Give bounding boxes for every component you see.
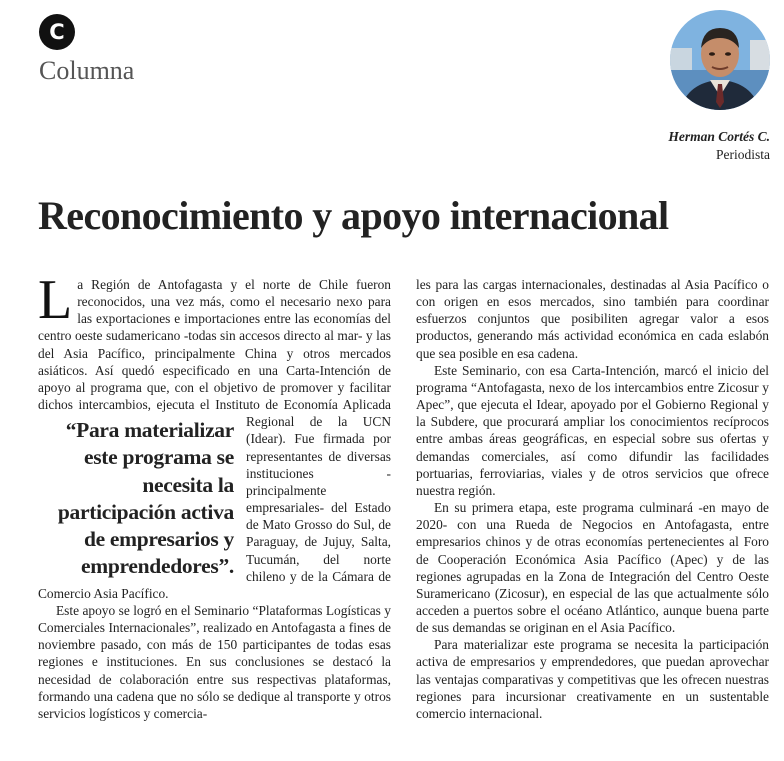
paragraph: les para las cargas internacionales, destinadas al Asia Pacífico o con origen en esos mercados, sino también para coordinar esfuerzos conjuntos que posibiliten agregar valor a esos productos, generando más actividad económica en cada eslabón que sea posible en esa cadena.	[416, 277, 769, 361]
paragraph: En su primera etapa, este programa culminará -en mayo de 2020- con una Rueda de Negocios en Antofagasta, entre empresarios chinos y de otras economías pertenecientes al Foro de Cooperación Económica Asia Pacífico (Apec) y de las regiones agrupadas en la Zona de Integración del Centro Oeste Suramericano (Zicosur), en especial de las que actualmente sólo acceden a puertos sobre el océano Atlántico, aunque buena parte de sus demandas se originan en el Asia Pacífico.	[416, 500, 769, 636]
author-portrait-image	[670, 10, 770, 110]
paragraph: Este Seminario, con esa Carta-Intención, marcó el inicio del programa “Antofagasta, nexo de los intercambios entre Zicosur y Apec”, que ejecuta el Idear, apoyado por el Gobierno Regional y la Subdere, que procurará ampliar los conocimientos recíprocos entre ambas áreas geográficas, en especial sobre sus ofertas y demandas comerciales, así como difundir las facilidades portuarias, ferroviarias, viales y de otros servicios que ofrece nuestra región.	[416, 362, 769, 498]
author-name: Herman Cortés C.	[668, 129, 770, 144]
article-headline: Reconocimiento y apoyo internacional	[38, 193, 669, 238]
article-column-left	[38, 269, 391, 722]
author-photo	[670, 10, 770, 110]
paragraph: Este apoyo se logró en el Seminario “Plataformas Logísticas y Comerciales Internacionales”, realizado en Antofagasta a fines de noviembre pasado, con más de 150 participantes de todas esas regiones e instituciones. En sus conclusiones se destacó la necesidad de colaboración entre sus respectivas plataformas, formando una cadena que no sólo se dedique al transporte y otros servicios logísticos y comercia-	[38, 602, 391, 721]
paragraph: Para materializar este programa se necesita la participación activa de empresarios y emprendedores, que puedan aprovechar las ventajas comparativas y competitivas que les ofrecen nuestras regiones para incursionar creativamente en un sustentable comercio internacional.	[416, 637, 769, 721]
column-badge: C	[39, 14, 75, 50]
paragraph	[38, 269, 391, 602]
article-column-right	[416, 276, 769, 722]
pull-quote: “Para materializar este programa se necesita la participación activa de empresarios y emprendedores”.	[57, 418, 234, 579]
paragraph-text-part: el Instituto de Economía Aplicada Regional de la UCN (Idear). Fue firmada por representantes de diversas instituciones -principalmente empresariales- del Estado de Mato Grosso do Sul, de Paraguay, de Jujuy, Salta, Tucumán, del norte chileno y de la Cámara de Comercio Asia Pacífico.	[38, 397, 391, 601]
author-role: Periodista	[716, 147, 770, 162]
paragraph-text-part: a Región de Antofagasta y el norte de Chile fueron reconocidos, una vez más, como el necesario nexo para las exportaciones e importaciones entre las economías del centro oeste sudamericano -todas sin accesos directo al mar- y las del Asia Pacífico, principalmente China y otros mercados asiáticos. Así quedó especificado en una Carta-Intención de apoyo al programa que, con el objetivo de promover y facilitar dichos intercambios, ejecuta	[38, 277, 391, 413]
section-label: Columna	[39, 56, 135, 85]
drop-cap: L	[38, 269, 73, 331]
